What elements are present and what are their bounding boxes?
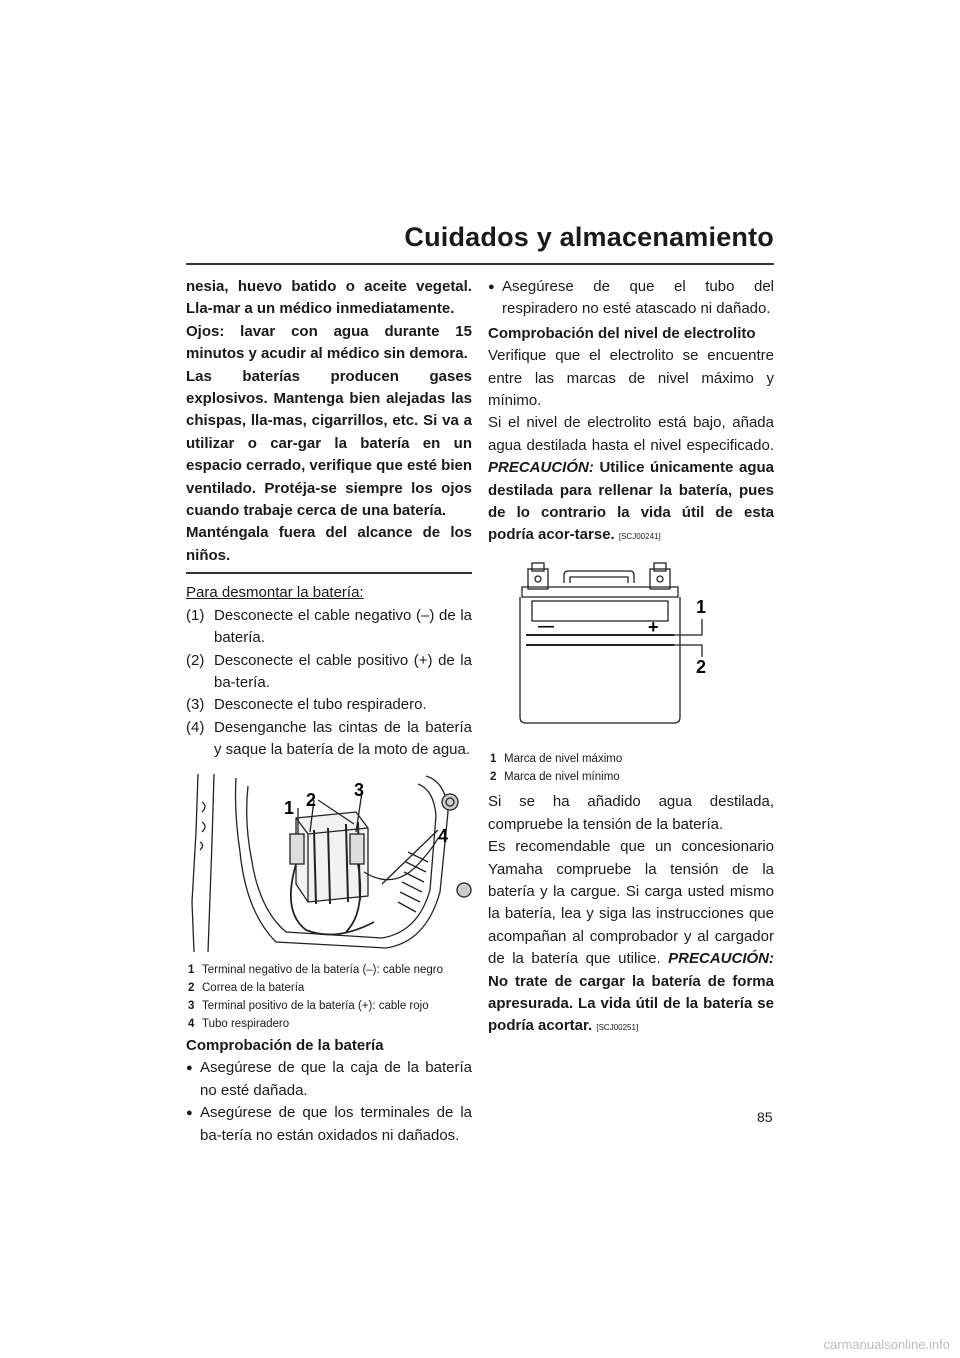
page-title: Cuidados y almacenamiento xyxy=(404,222,774,252)
figure-label-2: 2 xyxy=(696,656,707,677)
battery-level-illustration xyxy=(488,561,718,741)
step-number: (4) xyxy=(186,718,205,736)
charging-paragraph xyxy=(488,836,774,1040)
caption-number: 3 xyxy=(188,999,195,1012)
caption-item xyxy=(186,999,472,1014)
bullet-item xyxy=(186,1057,472,1102)
caption-number: 1 xyxy=(490,753,497,766)
caption-text: Marca de nivel máximo xyxy=(504,753,623,766)
title-rule xyxy=(186,263,774,265)
bullet-dot-icon: ● xyxy=(186,1062,193,1075)
bullet-text: Asegúrese de que los terminales de la ba-tería no están oxidados ni dañados. xyxy=(200,1104,472,1144)
step-text: Desconecte el cable negativo (–) de la batería. xyxy=(214,606,472,647)
caption-item xyxy=(186,981,472,996)
caption-number: 2 xyxy=(188,981,195,994)
bullet-text: Asegúrese de que el tubo del respiradero no esté atascado ni dañado. xyxy=(502,278,774,318)
figure-captions xyxy=(186,963,472,1032)
caution-text: Utilice únicamente agua destilada para rellenar la batería, pues de lo contrario la vida útil de esta podría acor-tarse. xyxy=(488,459,774,544)
bullet-dot-icon: ● xyxy=(186,1107,193,1120)
bullet-text: Asegúrese de que la caja de la batería no esté dañada. xyxy=(200,1059,472,1099)
step-item xyxy=(186,605,472,650)
caption-number: 4 xyxy=(188,1017,195,1030)
warning-line: nesia, huevo batido o aceite vegetal. Lla-mar a un médico inmediatamente. xyxy=(186,278,472,318)
bullet-dot-icon: ● xyxy=(488,281,495,293)
caution-label: PRECAUCIÓN: xyxy=(668,950,774,968)
step-item xyxy=(186,717,472,762)
caution-label: PRECAUCIÓN: xyxy=(488,459,594,477)
step-number: (1) xyxy=(186,606,205,624)
electrolyte-caution-paragraph xyxy=(488,412,774,548)
step-item xyxy=(186,694,472,716)
figure-label-2: 2 xyxy=(306,789,317,810)
step-number: (2) xyxy=(186,651,205,669)
warning-line: Manténgala fuera del alcance de los niños. xyxy=(186,524,472,564)
figure-label-1: 1 xyxy=(696,596,707,617)
warning-line: Las baterías producen gases explosivos. Mantenga bien alejadas las chispas, lla-mas, cigarrillos, etc. Si va a utilizar o car-gar la batería en un espacio cerrado, verifique que esté bien ventilado. Protéja-se siempre los ojos cuando trabaje cerca de una batería. xyxy=(186,367,472,520)
battery-compartment-figure xyxy=(186,772,472,1032)
caption-text: Tubo respiradero xyxy=(202,1017,290,1030)
battery-compartment-illustration xyxy=(186,772,472,952)
caption-text: Terminal negativo de la batería (–): cable negro xyxy=(202,963,444,976)
caption-number: 1 xyxy=(188,963,195,976)
warning-rule xyxy=(186,572,472,574)
left-column xyxy=(186,276,472,1147)
caption-text: Marca de nivel mínimo xyxy=(504,771,620,784)
remove-heading: Para desmontar la batería: xyxy=(186,584,364,602)
warning-line: Ojos: lavar con agua durante 15 minutos y acudir al médico sin demora. xyxy=(186,322,472,363)
reference-code: [SCJ00241] xyxy=(618,532,661,542)
paragraph-text: Es recomendable que un concesionario Yamaha compruebe la tensión de la batería y la cargue. Si carga usted mismo la batería, lea y siga las instrucciones que acompañan al comprobador y al cargador de la batería que utilice. xyxy=(488,838,774,968)
paragraph-text: Si el nivel de electrolito está bajo, añada agua destilada hasta el nivel especificado. xyxy=(488,414,774,454)
caption-item xyxy=(488,770,774,785)
step-number: (3) xyxy=(186,696,205,714)
warning-block xyxy=(186,276,472,567)
caption-text: Terminal positivo de la batería (+): cable rojo xyxy=(202,999,429,1012)
battery-level-figure xyxy=(488,561,774,785)
figure-captions xyxy=(488,752,774,785)
step-text: Desconecte el cable positivo (+) de la ba-tería. xyxy=(214,651,472,691)
figure-label-3: 3 xyxy=(354,779,365,800)
footer-watermark[interactable]: carmanualsonline.info xyxy=(823,1337,950,1352)
bullet-item xyxy=(488,276,774,321)
check-heading: Comprobación de la batería xyxy=(186,1036,384,1054)
plus-sign: + xyxy=(648,616,659,637)
right-column xyxy=(488,276,774,1040)
caption-item xyxy=(186,1017,472,1032)
figure-label-4: 4 xyxy=(438,825,449,846)
voltage-paragraph: Si se ha añadido agua destilada, compruebe la tensión de la batería. xyxy=(488,793,774,833)
caption-item xyxy=(488,752,774,767)
electrolyte-paragraph: Verifique que el electrolito se encuentre entre las marcas de nivel máximo y mínimo. xyxy=(488,347,774,410)
caution-text: No trate de cargar la batería de forma apresurada. La vida útil de la batería se podría acortar. xyxy=(488,972,774,1035)
figure-label-1: 1 xyxy=(284,797,295,818)
caption-item xyxy=(186,963,472,978)
electrolyte-heading: Comprobación del nivel de electrolito xyxy=(488,324,756,342)
bullet-item xyxy=(186,1102,472,1147)
step-item xyxy=(186,650,472,695)
caption-number: 2 xyxy=(490,771,497,784)
reference-code: [SCJ00251] xyxy=(596,1023,639,1033)
step-text: Desconecte el tubo respiradero. xyxy=(214,696,427,714)
caption-text: Correa de la batería xyxy=(202,981,305,994)
minus-sign: — xyxy=(538,617,554,635)
step-text: Desenganche las cintas de la batería y saque la batería de la moto de agua. xyxy=(214,718,472,759)
page-number: 85 xyxy=(757,1109,773,1125)
